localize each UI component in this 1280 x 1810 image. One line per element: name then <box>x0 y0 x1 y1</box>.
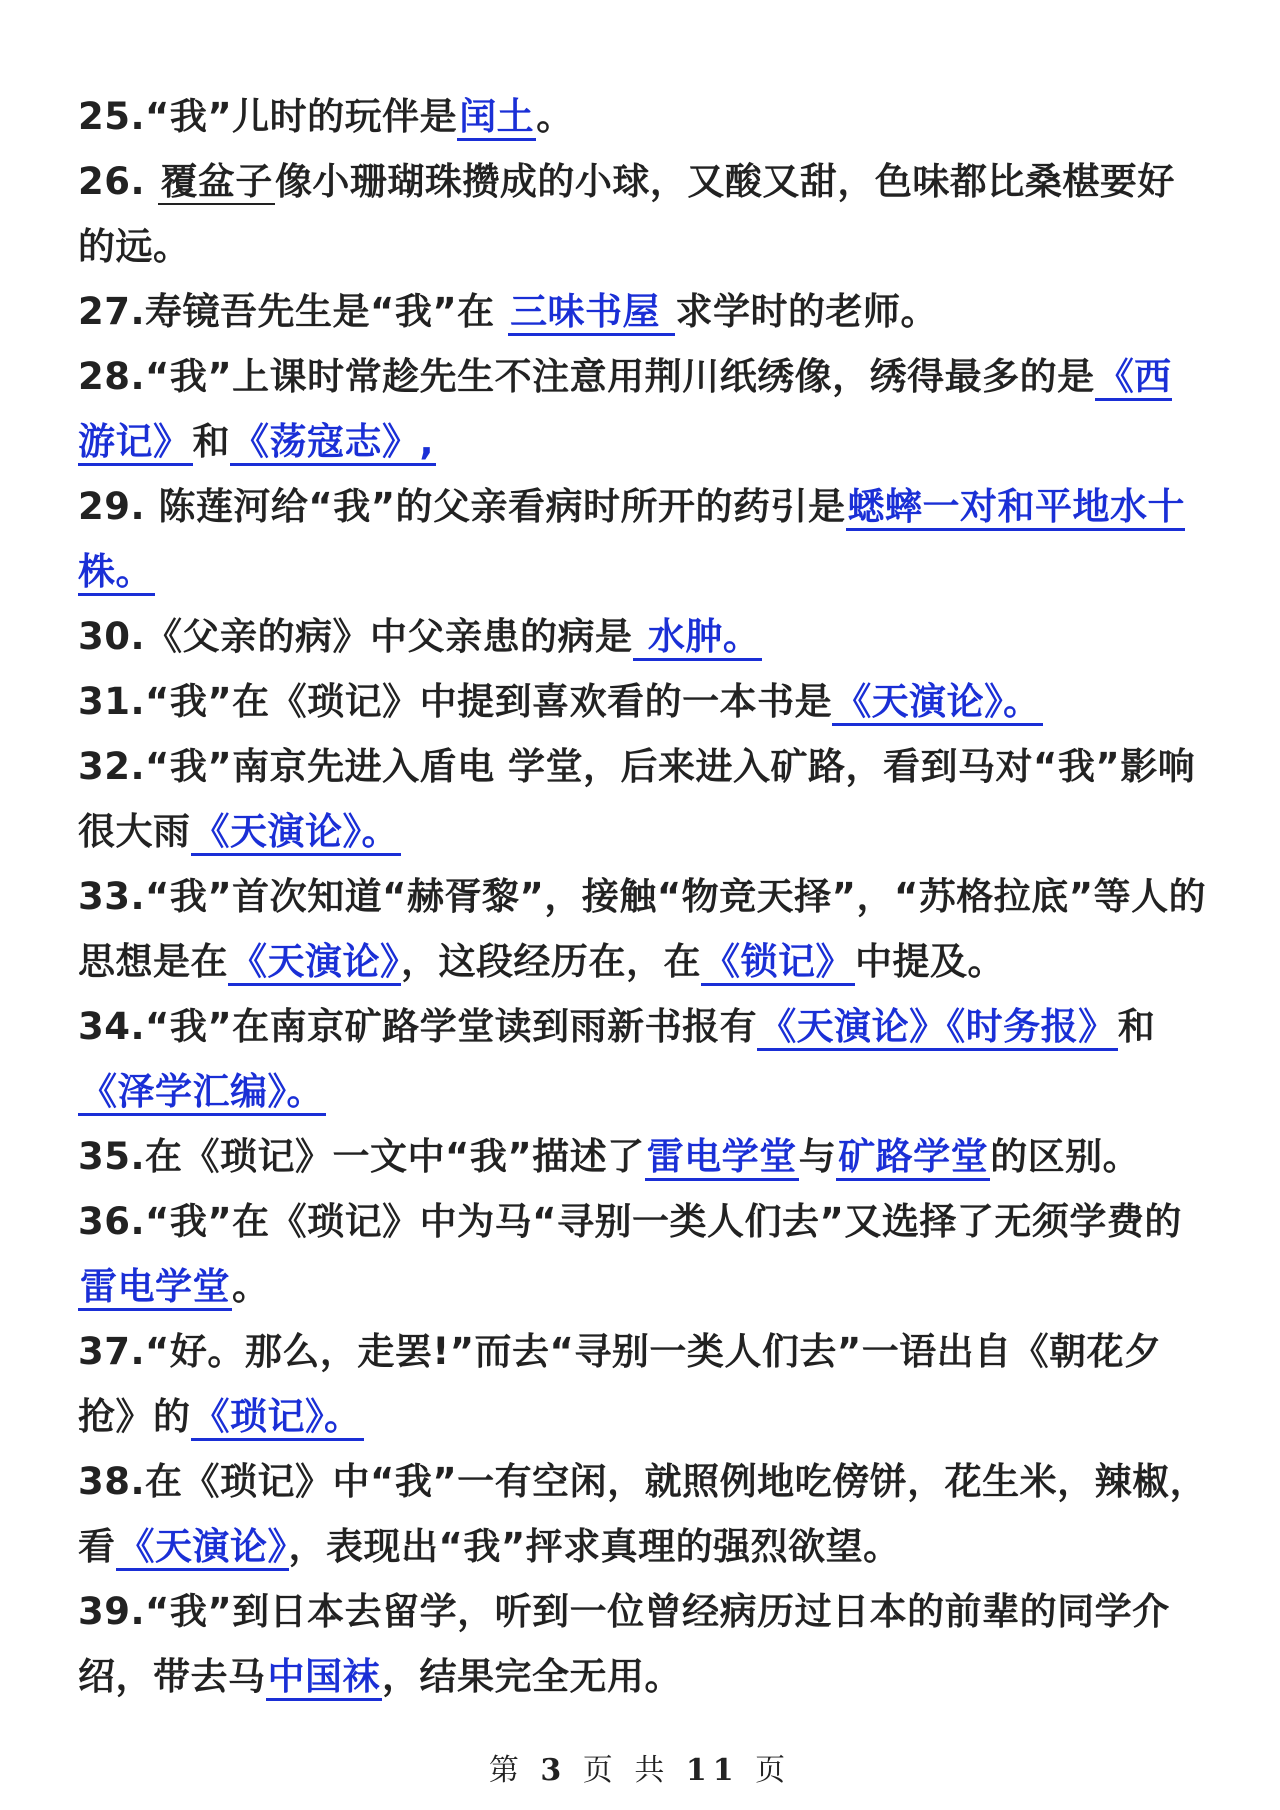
question-33 <box>78 864 1208 994</box>
question-29 <box>78 474 1208 604</box>
answer-blank: 《荡寇志》, <box>230 420 436 466</box>
answer-blank: 闰土 <box>457 95 536 141</box>
question-26 <box>78 149 1208 279</box>
answer-blank: 蟋蟀一对和平地水十株。 <box>78 485 1185 596</box>
question-text: 34.“我”在南京矿路学堂读到雨新书报有 <box>78 1005 758 1048</box>
answer-blank: 覆盆子 <box>160 160 273 203</box>
question-text: 。 <box>536 95 574 138</box>
question-text: 26. <box>78 160 159 203</box>
question-text: 38.在《琐记》中“我”一有空闲，就照例地吃傍饼，花生米，辣椒，看 <box>78 1460 1208 1568</box>
answer-blank: 《天演论》。 <box>832 680 1043 726</box>
answer-blank: 《天演论》。 <box>191 810 402 856</box>
answer-blank: 《天演论》《时务报》 <box>757 1005 1118 1051</box>
answer-blank: 雷电学堂 <box>78 1265 232 1311</box>
question-25 <box>78 84 1208 149</box>
question-text: 。 <box>232 1265 270 1308</box>
question-34 <box>78 994 1208 1124</box>
answer-blank: 《天演论》 <box>228 940 401 986</box>
question-38 <box>78 1449 1208 1579</box>
answer-blank: 中国袜 <box>266 1655 383 1701</box>
question-32 <box>78 734 1208 864</box>
question-text: 30.《父亲的病》中父亲患的病是 <box>78 615 633 658</box>
question-text: 27.寿镜吾先生是“我”在 <box>78 290 509 333</box>
answer-blank: 《锁记》 <box>701 940 855 986</box>
question-36 <box>78 1189 1208 1319</box>
question-35 <box>78 1124 1208 1189</box>
question-28 <box>78 344 1208 474</box>
question-text: 33.“我”首次知道“赫胥黎”，接触“物竞天择”，“苏格拉底”等人的思想是在 <box>78 875 1207 983</box>
footer-label: 页 <box>755 1753 792 1788</box>
question-30 <box>78 604 1208 669</box>
current-page-number: 3 <box>540 1753 568 1788</box>
question-text: 35.在《琐记》一文中“我”描述了 <box>78 1135 645 1178</box>
question-text: 和 <box>1117 1005 1156 1048</box>
answer-blank: 水肿。 <box>633 615 763 661</box>
question-text: 的区别。 <box>990 1135 1141 1178</box>
question-27 <box>78 279 1208 344</box>
question-text: 28.“我”上课时常趁先生不注意用荆川纸绣像，绣得最多的是 <box>78 355 1095 398</box>
total-pages-number: 11 <box>685 1753 740 1788</box>
answer-blank: 《泽学汇编》。 <box>78 1070 326 1116</box>
answer-blank: 《天演论》 <box>116 1525 289 1571</box>
question-text: 39.“我”到日本去留学，听到一位曾经病历过日本的前辈的同学介绍，带去马 <box>78 1590 1170 1698</box>
question-39 <box>78 1579 1208 1709</box>
footer-label: 页 共 <box>582 1753 671 1788</box>
question-text: 和 <box>192 420 230 463</box>
page-footer <box>0 1745 1280 1789</box>
question-text: 37.“好。那么，走罢!”而去“寻别一类人们去”一语出自《朝花夕抢》的 <box>78 1330 1162 1438</box>
answer-blank: 《琐记》。 <box>191 1395 364 1441</box>
answer-blank: 《西游记》 <box>78 355 1172 466</box>
question-31 <box>78 669 1208 734</box>
question-text: 求学时的老师。 <box>675 290 938 333</box>
question-text: ，这段经历在，在 <box>401 940 701 983</box>
question-text: 31.“我”在《琐记》中提到喜欢看的一本书是 <box>78 680 833 723</box>
question-text: 与 <box>798 1135 837 1178</box>
question-text: ，结果完全无用。 <box>382 1655 682 1698</box>
question-text: ，表现出“我”抨求真理的强烈欲望。 <box>288 1525 901 1568</box>
question-list <box>78 84 1208 1709</box>
question-text: 25.“我”儿时的玩伴是 <box>78 95 458 138</box>
question-text: 36.“我”在《琐记》中为马“寻别一类人们去”又选择了无须学费的 <box>78 1200 1182 1243</box>
answer-blank: 三味书屋 <box>508 290 675 336</box>
question-text: 中提及。 <box>855 940 1005 983</box>
footer-label: 第 <box>488 1753 525 1788</box>
question-37 <box>78 1319 1208 1449</box>
answer-blank: 矿路学堂 <box>836 1135 990 1181</box>
question-text: 像小珊瑚珠攒成的小球，又酸又甜，色味都比桑椹要好的远。 <box>78 160 1175 268</box>
question-text: 32.“我”南京先进入盾电 学堂，后来进入矿路，看到马对“我”影响很大雨 <box>78 745 1196 853</box>
question-text: 29. 陈莲河给“我”的父亲看病时所开的药引是 <box>78 485 846 528</box>
answer-blank: 雷电学堂 <box>645 1135 799 1181</box>
